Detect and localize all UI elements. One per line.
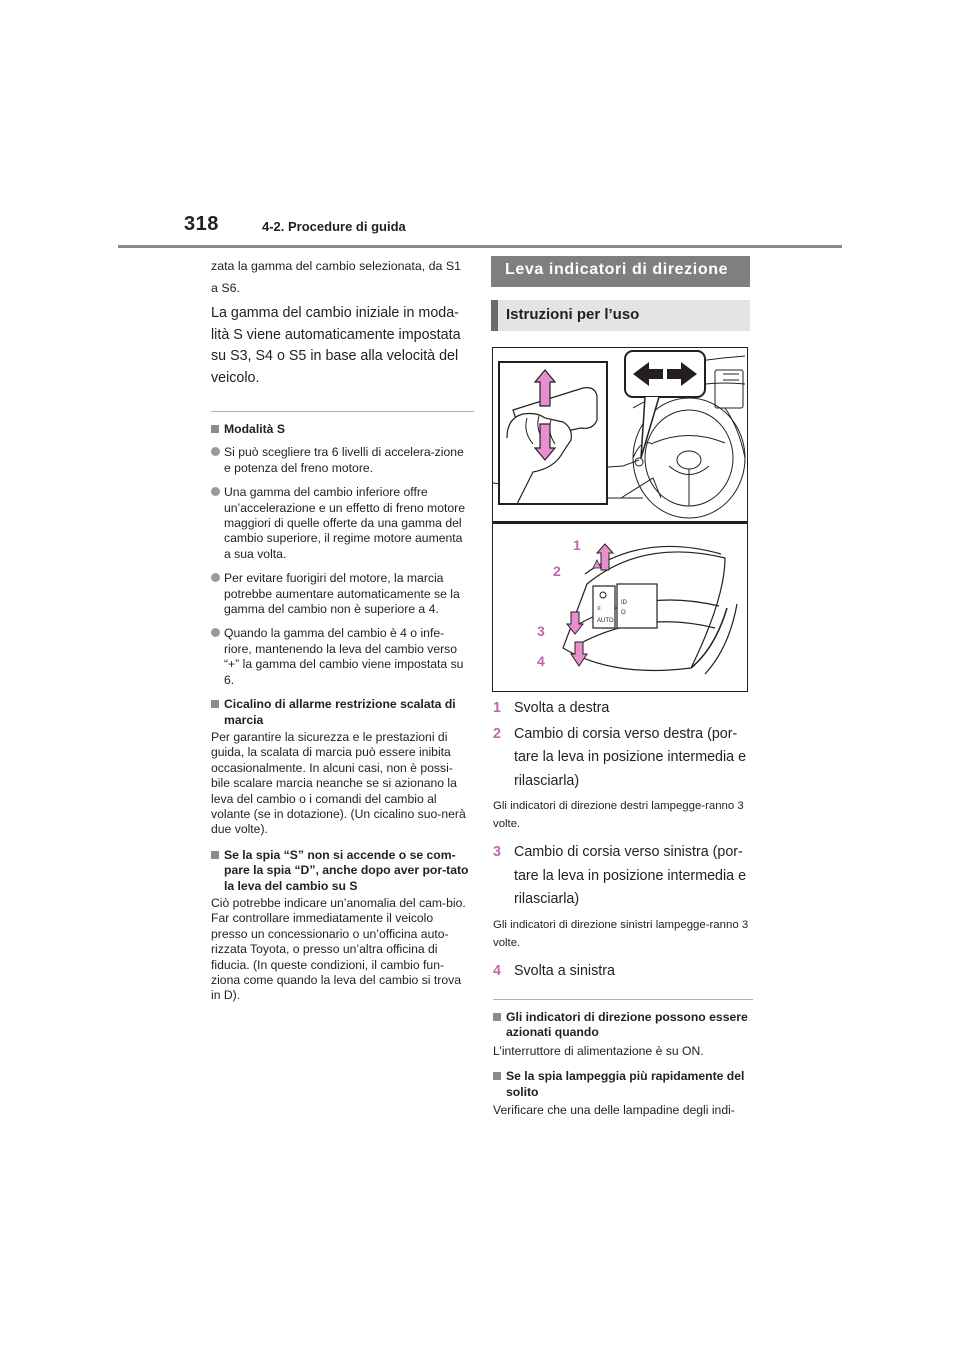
svg-text:O: O [621, 610, 626, 616]
step-item [493, 960, 753, 984]
step-number: 2 [493, 725, 501, 742]
page-number: 318 [184, 213, 219, 235]
callout-bubble [625, 351, 705, 458]
flash-text: Verificare che una delle lampadine degli indi- [493, 1103, 735, 1118]
label-4: 4 [537, 653, 545, 669]
flash-heading: Se la spia lampeggia più rapidamente del solito [493, 1069, 753, 1100]
bullet-item: Quando la gamma del cambio è 4 o infe-riore, mantenendo la leva del cambio verso “+” la gamma del cambio viene impostata su 6. [211, 626, 471, 688]
lever-illustration [492, 347, 748, 692]
svg-text:ID: ID [621, 600, 627, 606]
svg-text:≡: ≡ [597, 606, 601, 612]
spia-heading: Se la spia “S” non si accende o se com-pare la spia “D”, anche dopo aver por-tato la leva del cambio su S [211, 848, 471, 894]
lever-closeup [563, 546, 737, 674]
step-item [493, 841, 753, 912]
step-text: Cambio di corsia verso sinistra (por-tare la leva in posizione intermedia e rilasciarla) [514, 844, 747, 907]
header-rule [118, 245, 842, 248]
continued-paragraph: zata la gamma del cambio selezionata, da S1 a S6. [211, 259, 462, 295]
step-item [493, 697, 753, 721]
right-column [493, 697, 753, 1128]
intro-paragraph: La gamma del cambio iniziale in moda-lità S viene automaticamente impostata su S3, S4 o S5 in base alla velocità del veicolo. [211, 305, 461, 386]
step-number: 3 [493, 844, 501, 860]
step-text: Cambio di corsia verso destra (por-tare la leva in posizione intermedia e rilasciarla) [514, 725, 747, 789]
left-column [211, 255, 471, 1014]
spia-text: Ciò potrebbe indicare un’anomalia del cam-bio. Far controllare immediatamente il veicolo presso un concessionario o un’officina auto-rizzata Toyota, o presso un’altra officina di fiducia. (In queste condizioni, il cambio fun-ziona come quando la leva del cambio si trova in D). [211, 895, 466, 1003]
section-title: 4-2. Procedure di guida [262, 219, 406, 234]
lever-diagram [493, 348, 747, 691]
step-note: Gli indicatori di direzione sinistri lampegge-ranno 3 volte. [493, 918, 749, 949]
scene-divider [493, 521, 747, 524]
step-number: 4 [493, 962, 501, 979]
mode-s-heading: Modalità S [211, 422, 471, 437]
step-number: 1 [493, 700, 501, 716]
section-divider [211, 411, 474, 412]
buzzer-heading: Cicalino di allarme restrizione scalata di marcia [211, 697, 471, 728]
step-text: Svolta a destra [514, 700, 610, 716]
buzzer-text: Per garantire la sicurezza e le prestazioni di guida, la scalata di marcia può essere inibita occasionalmente. In alcuni casi, non è possi-bile scalare marcia neanche se si azionano la leva del cambio o i comandi del cambio al volante (se in dotazione). (Un cicalino suo-nerà due volte). [211, 729, 466, 837]
label-1: 1 [573, 537, 581, 553]
subsection-banner [491, 300, 750, 331]
step-note: Gli indicatori di direzione destri lampegge-ranno 3 volte. [493, 800, 744, 830]
step-item [493, 723, 753, 794]
operate-text: L’interruttore di alimentazione è su ON. [493, 1043, 704, 1058]
hand-inset [499, 362, 607, 504]
section-divider [493, 999, 753, 1000]
section-banner [491, 256, 750, 287]
label-2: 2 [553, 563, 561, 579]
auto-label: AUTO [597, 618, 614, 624]
subsection-banner-title: Istruzioni per l’uso [506, 306, 640, 323]
bullet-item: Per evitare fuorigiri del motore, la marcia potrebbe aumentare automaticamente se la gamma del cambio non è superiore a 4. [211, 571, 471, 617]
bullet-item: Si può scegliere tra 6 livelli di accelera-zione e potenza del freno motore. [211, 445, 471, 476]
label-3: 3 [537, 623, 545, 639]
bullet-item: Una gamma del cambio inferiore offre un’accelerazione e un effetto di freno motore maggiori di quelle offerte da una gamma del cambio superiore, il regime motore aumenta a sua volta. [211, 485, 471, 562]
step-text: Svolta a sinistra [514, 962, 615, 979]
operate-heading: Gli indicatori di direzione possono essere azionati quando [493, 1010, 753, 1041]
section-banner-title: Leva indicatori di direzione [505, 261, 729, 278]
